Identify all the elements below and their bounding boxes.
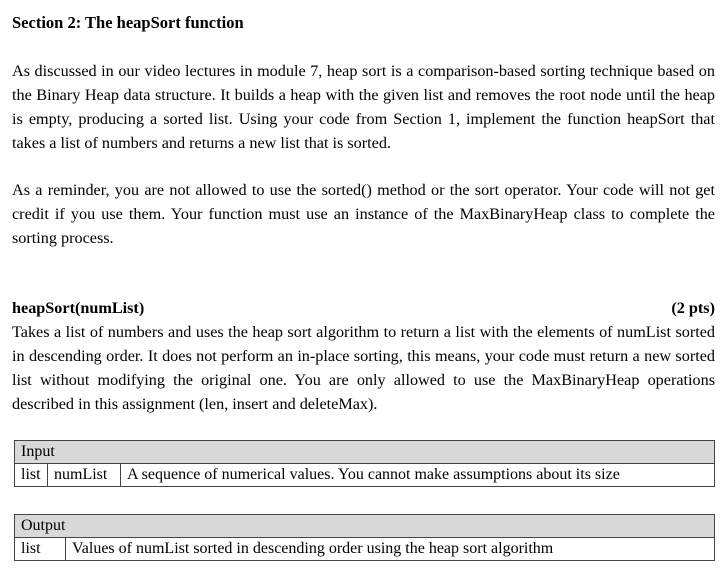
function-header (12, 296, 715, 320)
function-points: (2 pts) (671, 299, 715, 317)
output-table (14, 514, 715, 561)
function-signature: heapSort(numList) (12, 299, 145, 317)
output-type-cell: list (15, 538, 66, 561)
output-table-header: Output (15, 515, 715, 538)
input-table-header: Input (15, 441, 715, 464)
output-table-header-row (15, 515, 715, 538)
reminder-paragraph: As a reminder, you are not allowed to use the sorted() method or the sort operator. Your code will not get credit if you use them. Your function must use an instance of the MaxBinaryHeap class to complete the sorting process. (12, 181, 715, 247)
input-table (14, 440, 715, 487)
output-description-cell: Values of numList sorted in descending order using the heap sort algorithm (66, 538, 715, 561)
table-row (15, 538, 715, 561)
input-table-header-row (15, 441, 715, 464)
table-row (15, 464, 715, 487)
input-type-cell: list (15, 464, 48, 487)
section-title: Section 2: The heapSort function (12, 13, 244, 32)
input-description-cell: A sequence of numerical values. You cannot make assumptions about its size (121, 464, 715, 487)
function-description: Takes a list of numbers and uses the heap sort algorithm to return a list with the elements of numList sorted in descending order. It does not perform an in-place sorting, this means, your code must return a new sorted list without modifying the original one. You are only allowed to use the MaxBinaryHeap operations described in this assignment (len, insert and deleteMax). (12, 323, 715, 413)
input-name-cell: numList (48, 464, 121, 487)
intro-paragraph: As discussed in our video lectures in module 7, heap sort is a comparison-based sorting technique based on the Binary Heap data structure. It builds a heap with the given list and removes the root node until the heap is empty, producing a sorted list. Using your code from Section 1, implement the function heapSort that takes a list of numbers and returns a new list that is sorted. (12, 62, 715, 152)
